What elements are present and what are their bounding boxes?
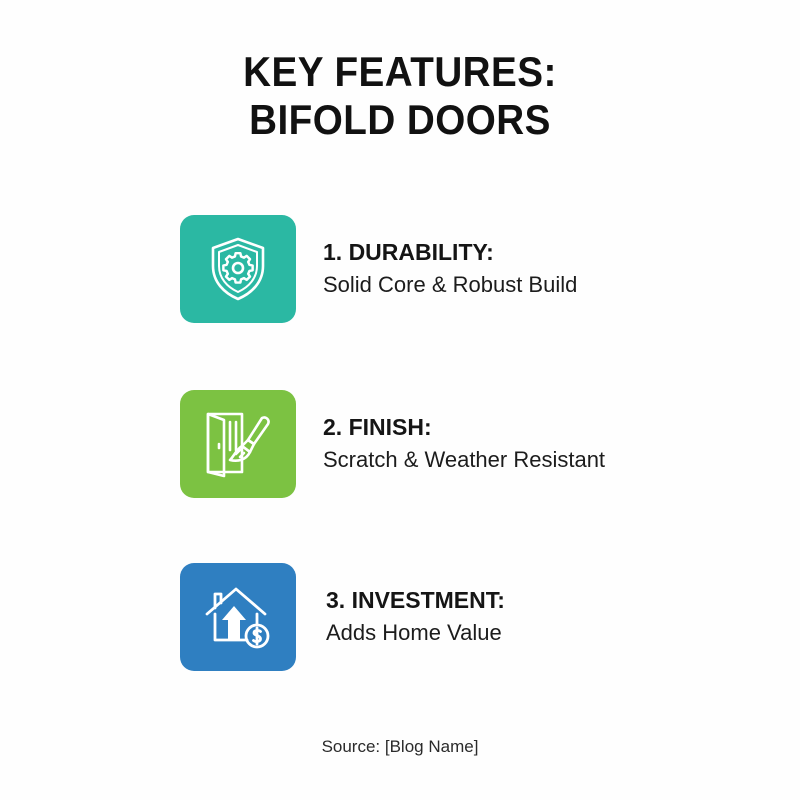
feature-investment <box>180 563 740 673</box>
durability-tile <box>180 215 296 323</box>
title-line-1: KEY FEATURES: <box>243 48 557 95</box>
finish-description: Scratch & Weather Resistant <box>323 447 606 472</box>
title-line-2: BIFOLD DOORS <box>249 96 551 143</box>
source-caption: Source: [Blog Name] <box>321 737 479 756</box>
investment-tile <box>180 563 296 671</box>
shield-gear-icon <box>206 236 270 302</box>
investment-description: Adds Home Value <box>326 620 502 645</box>
durability-title: 1. DURABILITY: <box>323 239 494 265</box>
house-value-icon <box>203 584 273 650</box>
finish-title: 2. FINISH: <box>323 414 432 440</box>
door-paintbrush-icon <box>202 410 274 478</box>
feature-finish <box>180 390 740 500</box>
page-title <box>32 48 768 144</box>
finish-tile <box>180 390 296 498</box>
finish-text <box>323 412 743 476</box>
investment-text <box>326 585 746 649</box>
investment-title: 3. INVESTMENT: <box>326 587 505 613</box>
feature-durability <box>180 215 740 325</box>
durability-text <box>323 237 743 301</box>
durability-description: Solid Core & Robust Build <box>323 272 578 297</box>
